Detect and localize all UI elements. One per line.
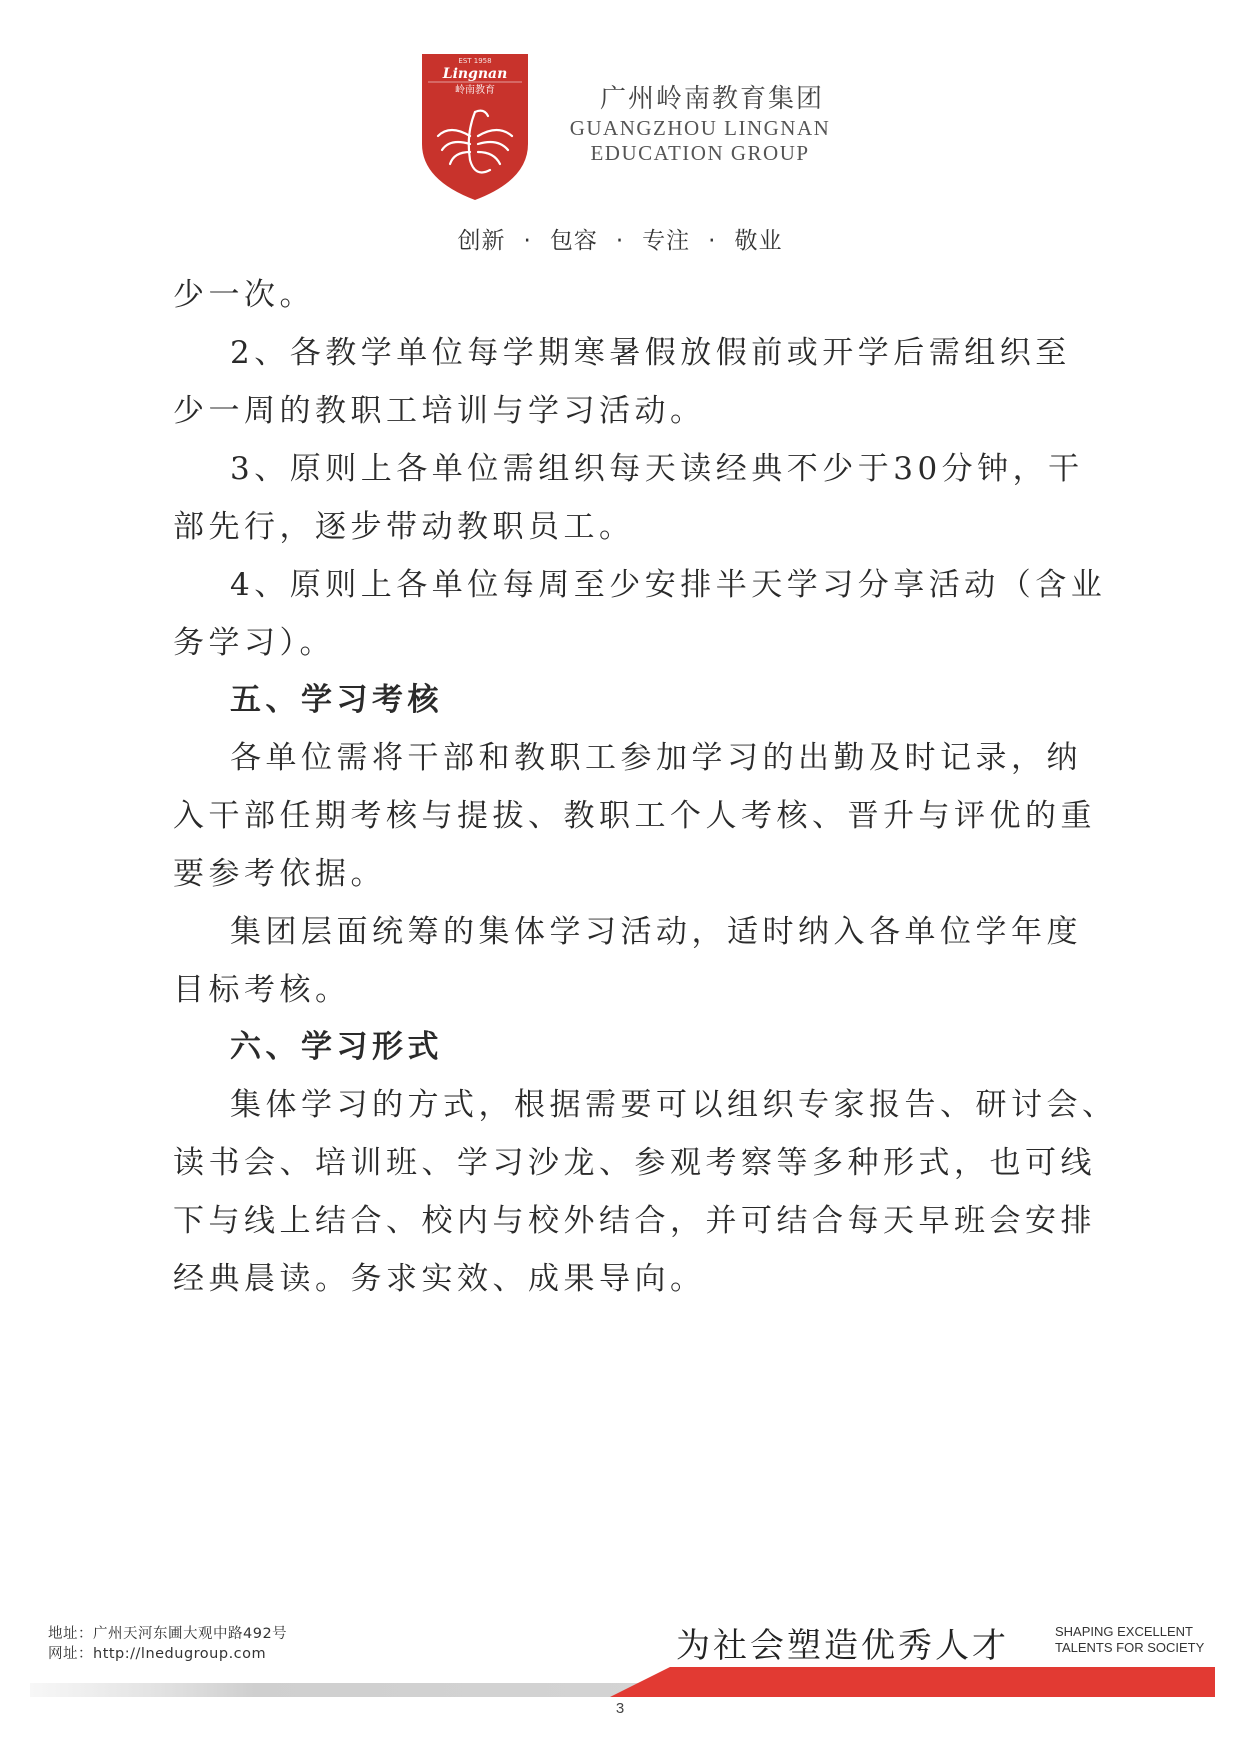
footer-slogan-en-line2: TALENTS FOR SOCIETY <box>1055 1640 1205 1655</box>
body-line: 集体学习的方式，根据需要可以组织专家报告、研讨会、 <box>230 1087 1118 1123</box>
footer-slogan-en <box>1055 1624 1204 1656</box>
logo-brand-text: Lingnan <box>442 66 508 82</box>
body-line: 经典晨读。务求实效、成果导向。 <box>173 1261 706 1297</box>
footer-slogan-cn: 为社会塑造优秀人才 <box>676 1626 1009 1666</box>
footer-website: 网址：http://lnedugroup.com <box>48 1646 267 1662</box>
section-heading: 五、学习考核 <box>230 682 443 718</box>
body-line: 务学习）。 <box>173 625 335 661</box>
body-line: 2、各教学单位每学期寒暑假放假前或开学后需组织至 <box>230 335 1071 371</box>
body-line: 3、原则上各单位需组织每天读经典不少于30分钟，干 <box>230 451 1084 487</box>
body-line: 少一次。 <box>173 277 315 313</box>
body-line: 入干部任期考核与提拔、教职工个人考核、晋升与评优的重 <box>173 798 1096 834</box>
motto-item: 创新 <box>457 228 506 254</box>
body-line: 目标考核。 <box>173 972 351 1008</box>
motto-item: 敬业 <box>734 228 783 254</box>
body-line: 4、原则上各单位每周至少安排半天学习分享活动（含业 <box>230 567 1107 603</box>
lingnan-crest-logo <box>420 52 530 202</box>
motto: 创新 · 包容 · 专注 · 敬业 <box>457 228 783 254</box>
logo-est-text: EST 1958 <box>458 57 492 65</box>
org-name-en <box>562 116 838 166</box>
org-name-cn: 广州岭南教育集团 <box>600 84 825 114</box>
motto-item: 包容 <box>549 228 598 254</box>
body-line: 部先行，逐步带动教职员工。 <box>173 509 635 545</box>
org-name-en-line2: EDUCATION GROUP <box>590 141 810 165</box>
org-name-en-line1: GUANGZHOU LINGNAN <box>569 116 831 140</box>
page-number: 3 <box>615 1700 625 1717</box>
footer-band <box>30 1665 1215 1701</box>
body-line: 集团层面统筹的集体学习活动，适时纳入各单位学年度 <box>230 914 1082 950</box>
body-line: 少一周的教职工培训与学习活动。 <box>173 393 706 429</box>
logo-cn-text: 岭南教育 <box>455 85 495 96</box>
footer-address: 地址：广州天河东圃大观中路492号 <box>48 1626 288 1642</box>
body-line: 要参考依据。 <box>173 856 386 892</box>
section-heading: 六、学习形式 <box>230 1029 443 1065</box>
motto-item: 专注 <box>642 228 691 254</box>
footer-slogan-en-line1: SHAPING EXCELLENT <box>1055 1624 1193 1639</box>
body-line: 下与线上结合、校内与校外结合，并可结合每天早班会安排 <box>173 1203 1096 1239</box>
body-line: 读书会、培训班、学习沙龙、参观考察等多种形式，也可线 <box>173 1145 1096 1181</box>
body-line: 各单位需将干部和教职工参加学习的出勤及时记录，纳 <box>230 740 1082 776</box>
